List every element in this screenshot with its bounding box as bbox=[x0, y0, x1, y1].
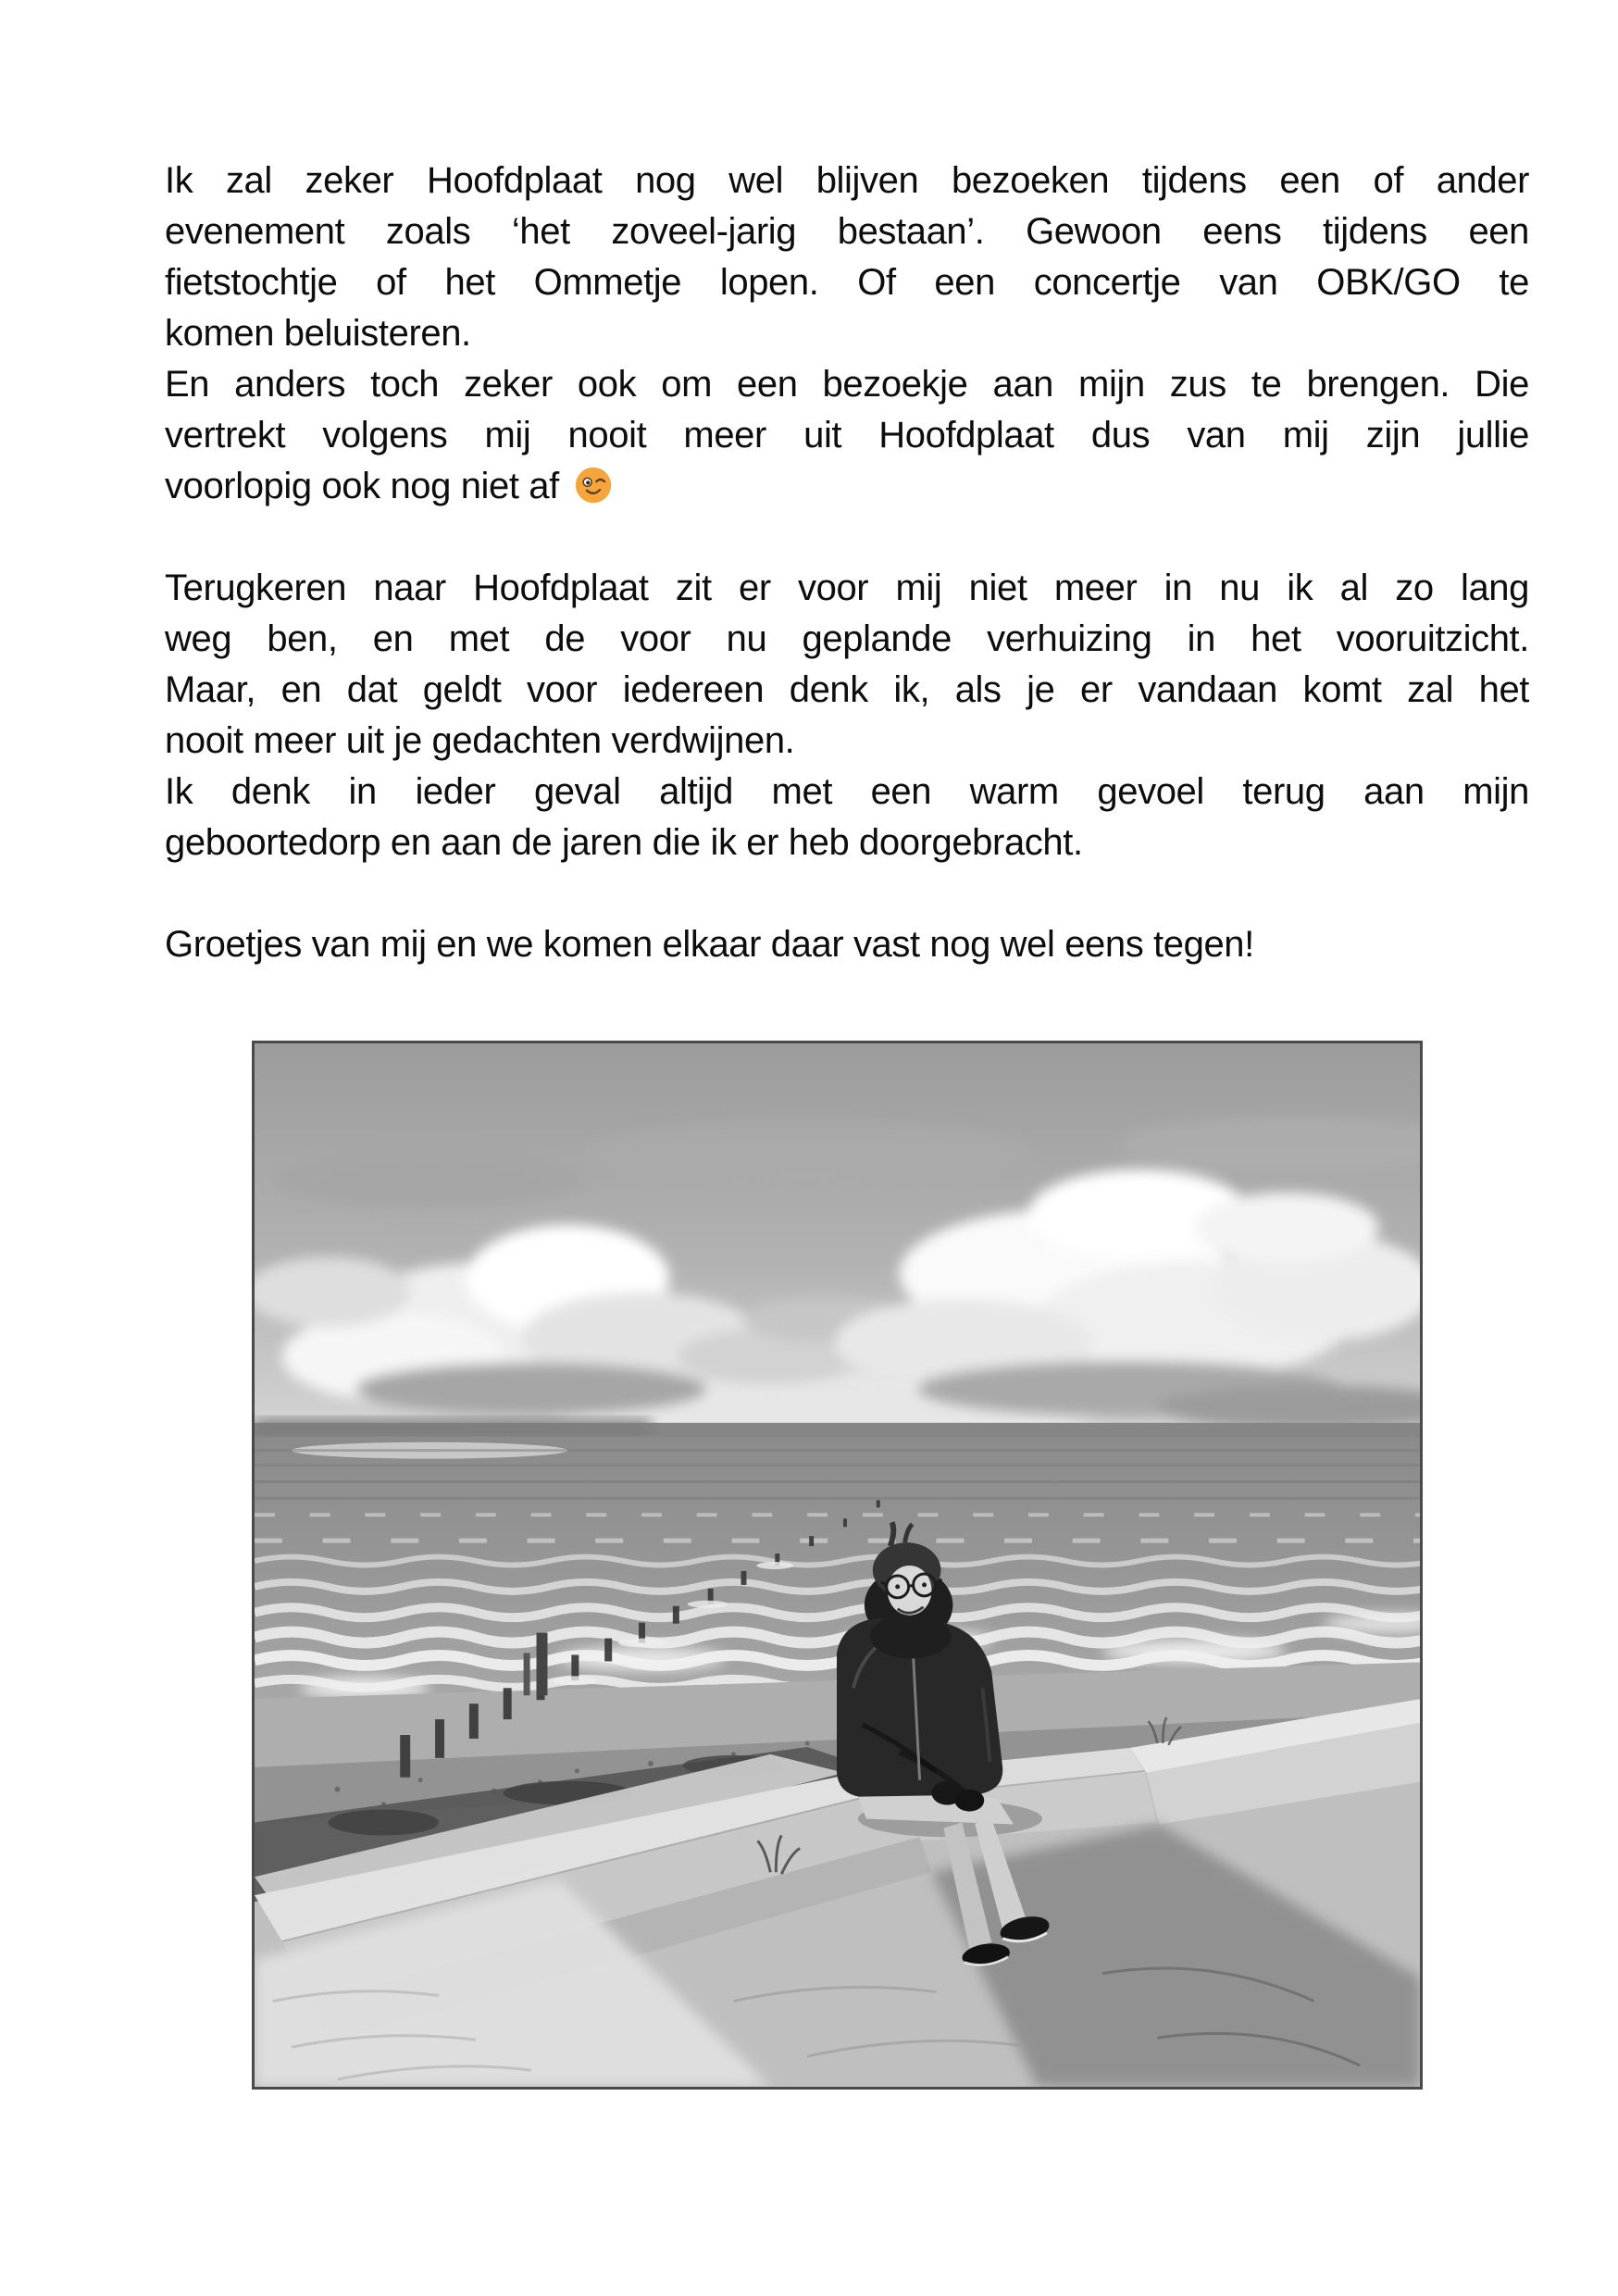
text-line: Terugkeren naar Hoofdplaat zit er voor mij niet meer in nu ik al zo lang bbox=[165, 568, 1529, 608]
paragraph bbox=[165, 767, 1529, 868]
text-line: nooit meer uit je gedachten verdwijnen. bbox=[165, 720, 795, 761]
text-line: fietstochtje of het Ommetje lopen. Of een concertje van OBK/GO te bbox=[165, 262, 1529, 303]
text-body bbox=[165, 156, 1529, 970]
text-line: Groetjes van mij en we komen elkaar daar vast nog wel eens tegen! bbox=[165, 924, 1254, 965]
photo bbox=[252, 1041, 1423, 2090]
beach-photo-illustration bbox=[255, 1043, 1420, 2087]
text-line: En anders toch zeker ook om een bezoekje aan mijn zus te brengen. Die bbox=[165, 364, 1529, 405]
text-line: weg ben, en met de voor nu geplande verhuizing in het vooruitzicht. bbox=[165, 618, 1529, 659]
wink-emoji-icon bbox=[572, 464, 615, 506]
paragraph bbox=[165, 919, 1529, 970]
text-line: geboortedorp en aan de jaren die ik er heb doorgebracht. bbox=[165, 822, 1083, 863]
text-line: komen beluisteren. bbox=[165, 313, 471, 354]
text-line: Ik denk in ieder geval altijd met een warm gevoel terug aan mijn bbox=[165, 771, 1529, 812]
text-line: Maar, en dat geldt voor iedereen denk ik, als je er vandaan komt zal het bbox=[165, 669, 1529, 710]
text-line: vertrekt volgens mij nooit meer uit Hoofdplaat dus van mij zijn jullie bbox=[165, 415, 1529, 455]
text-line: evenement zoals ‘het zoveel-jarig bestaan’. Gewoon eens tijdens een bbox=[165, 211, 1529, 252]
paragraph bbox=[165, 156, 1529, 359]
paragraph bbox=[165, 359, 1529, 512]
paragraph bbox=[165, 563, 1529, 767]
text-line: voorlopig ook nog niet af bbox=[165, 461, 1529, 512]
wink-emoji bbox=[572, 464, 615, 506]
text-line: Ik zal zeker Hoofdplaat nog wel blijven bezoeken tijdens een of ander bbox=[165, 160, 1529, 201]
